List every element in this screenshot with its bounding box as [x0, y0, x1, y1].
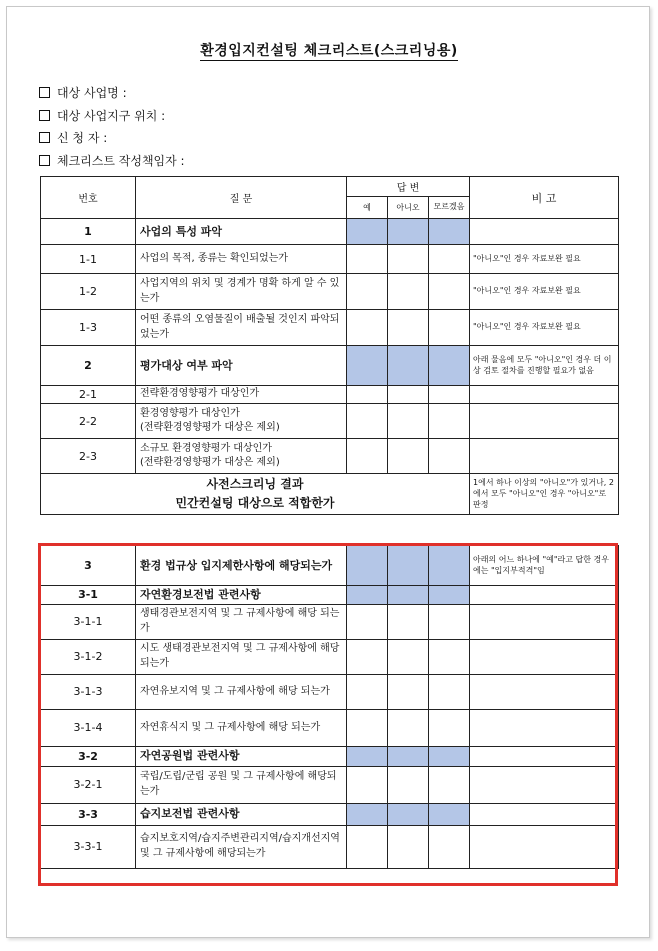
- row-question: 환경 법규상 입지제한사항에 해당되는가: [136, 546, 347, 586]
- answer-cell-yes[interactable]: [347, 709, 388, 746]
- row-number: 3-1-4: [41, 709, 136, 746]
- answer-cell-yes: [347, 586, 388, 605]
- table-row: [41, 546, 619, 586]
- checkbox[interactable]: [39, 155, 50, 166]
- table-row: [41, 639, 619, 674]
- answer-cell-unknown[interactable]: [429, 310, 470, 346]
- answer-cell-unknown[interactable]: [429, 604, 470, 639]
- header-no-answer: 아니오: [388, 197, 429, 219]
- row-remark: [470, 219, 619, 245]
- row-remark: "아니오"인 경우 자료보완 필요: [470, 274, 619, 310]
- row-number: 3-3-1: [41, 825, 136, 868]
- row-number: 2-1: [41, 386, 136, 404]
- answer-cell-unknown: [429, 546, 470, 586]
- checkbox[interactable]: [39, 132, 50, 143]
- row-question: 사업의 목적, 종류는 확인되었는가: [136, 245, 347, 274]
- row-number: 1-2: [41, 274, 136, 310]
- row-question: 환경영향평가 대상인가 (전략환경영향평가 대상은 제외): [136, 404, 347, 439]
- table-row: [41, 674, 619, 709]
- row-remark: [470, 803, 619, 825]
- answer-cell-no[interactable]: [388, 766, 429, 803]
- answer-cell-no[interactable]: [388, 439, 429, 474]
- answer-cell-yes[interactable]: [347, 386, 388, 404]
- answer-cell-yes: [347, 219, 388, 245]
- row-number: 3-1-1: [41, 604, 136, 639]
- table-row: [41, 346, 619, 386]
- row-number: 1-3: [41, 310, 136, 346]
- row-number: 3-3: [41, 803, 136, 825]
- row-number: 3: [41, 546, 136, 586]
- row-number: 1-1: [41, 245, 136, 274]
- row-question: 습지보전법 관련사항: [136, 803, 347, 825]
- row-question: 자연공원법 관련사항: [136, 746, 347, 766]
- row-question: 평가대상 여부 파악: [136, 346, 347, 386]
- row-number: 3-2-1: [41, 766, 136, 803]
- row-remark: [470, 639, 619, 674]
- row-remark: [470, 825, 619, 868]
- table-row: [41, 586, 619, 605]
- answer-cell-no: [388, 803, 429, 825]
- table-row: [41, 766, 619, 803]
- answer-cell-no[interactable]: [388, 404, 429, 439]
- answer-cell-yes: [347, 803, 388, 825]
- table-row: [41, 439, 619, 474]
- answer-cell-unknown: [429, 346, 470, 386]
- row-number: 2-3: [41, 439, 136, 474]
- info-applicant: 신 청 자 :: [39, 129, 107, 146]
- answer-cell-unknown[interactable]: [429, 274, 470, 310]
- answer-cell-no[interactable]: [388, 310, 429, 346]
- header-yes: 예: [347, 197, 388, 219]
- table-row: [41, 310, 619, 346]
- row-remark: [470, 439, 619, 474]
- checkbox[interactable]: [39, 110, 50, 121]
- answer-cell-unknown: [429, 746, 470, 766]
- answer-cell-yes[interactable]: [347, 274, 388, 310]
- answer-cell-yes[interactable]: [347, 639, 388, 674]
- row-question: 전략환경영향평가 대상인가: [136, 386, 347, 404]
- answer-cell-yes[interactable]: [347, 604, 388, 639]
- answer-cell-no: [388, 546, 429, 586]
- row-question: 습지보호지역/습지주변관리지역/습지개선지역 및 그 규제사항에 해당되는가: [136, 825, 347, 868]
- answer-cell-no[interactable]: [388, 604, 429, 639]
- answer-cell-yes[interactable]: [347, 404, 388, 439]
- info-author: 체크리스트 작성책임자 :: [39, 152, 185, 169]
- answer-cell-yes[interactable]: [347, 310, 388, 346]
- answer-cell-yes[interactable]: [347, 245, 388, 274]
- row-number: 2-2: [41, 404, 136, 439]
- table-row: [41, 219, 619, 245]
- checkbox[interactable]: [39, 87, 50, 98]
- table-row: [41, 404, 619, 439]
- answer-cell-no[interactable]: [388, 274, 429, 310]
- table-row: [41, 709, 619, 746]
- answer-cell-no: [388, 746, 429, 766]
- row-number: 1: [41, 219, 136, 245]
- row-remark: [470, 674, 619, 709]
- title-text: 환경입지컨설팅 체크리스트(스크리닝용): [200, 43, 458, 59]
- answer-cell-yes[interactable]: [347, 766, 388, 803]
- checklist-table-1: [40, 176, 619, 515]
- row-remark: [470, 386, 619, 404]
- answer-cell-unknown[interactable]: [429, 245, 470, 274]
- answer-cell-unknown[interactable]: [429, 386, 470, 404]
- summary-question: 사전스크리닝 결과 민간컨설팅 대상으로 적합한가: [41, 474, 470, 515]
- answer-cell-unknown[interactable]: [429, 709, 470, 746]
- answer-cell-no[interactable]: [388, 386, 429, 404]
- answer-cell-no[interactable]: [388, 245, 429, 274]
- answer-cell-unknown[interactable]: [429, 639, 470, 674]
- row-question: 어떤 종류의 오염물질이 배출될 것인지 파악되었는가: [136, 310, 347, 346]
- row-remark: [470, 404, 619, 439]
- table-row: [41, 386, 619, 404]
- row-question: 사업의 특성 파악: [136, 219, 347, 245]
- row-question: 국립/도립/군립 공원 및 그 규제사항에 해당되는가: [136, 766, 347, 803]
- answer-cell-no: [388, 586, 429, 605]
- row-remark: [470, 586, 619, 605]
- row-question: 자연환경보전법 관련사항: [136, 586, 347, 605]
- table-row: [41, 274, 619, 310]
- answer-cell-yes: [347, 746, 388, 766]
- table-row: [41, 803, 619, 825]
- answer-cell-yes: [347, 546, 388, 586]
- answer-cell-no[interactable]: [388, 639, 429, 674]
- header-no: 번호: [41, 177, 136, 219]
- row-number: 3-1: [41, 586, 136, 605]
- answer-cell-unknown: [429, 803, 470, 825]
- row-number: 3-2: [41, 746, 136, 766]
- page-title: [0, 40, 658, 60]
- answer-cell-no[interactable]: [388, 709, 429, 746]
- table-row: [41, 746, 619, 766]
- info-project-name: 대상 사업명 :: [39, 84, 127, 101]
- row-remark: 아래의 어느 하나에 "예"라고 답한 경우에는 "입지부적격"임: [470, 546, 619, 586]
- row-question: 자연유보지역 및 그 규제사항에 해당 되는가: [136, 674, 347, 709]
- row-remark: 아래 물음에 모두 "아니오"인 경우 더 이상 검토 절차를 진행할 필요가 없음: [470, 346, 619, 386]
- answer-cell-unknown: [429, 219, 470, 245]
- row-question: 사업지역의 위치 및 경계가 명확 하게 알 수 있는가: [136, 274, 347, 310]
- answer-cell-yes: [347, 346, 388, 386]
- row-number: 3-1-2: [41, 639, 136, 674]
- row-remark: [470, 709, 619, 746]
- answer-cell-unknown[interactable]: [429, 825, 470, 868]
- checklist-table-2: [40, 545, 619, 869]
- row-question: 소규모 환경영향평가 대상인가 (전략환경영향평가 대상은 제외): [136, 439, 347, 474]
- table-row: [41, 245, 619, 274]
- row-remark: [470, 604, 619, 639]
- summary-remark: 1에서 하나 이상의 "아니오"가 있거나, 2에서 모두 "아니오"인 경우 "아니오"로 판정: [470, 474, 619, 515]
- header-answer: 답 변: [347, 177, 470, 197]
- row-number: 3-1-3: [41, 674, 136, 709]
- answer-cell-no[interactable]: [388, 674, 429, 709]
- answer-cell-unknown[interactable]: [429, 674, 470, 709]
- row-remark: [470, 746, 619, 766]
- row-remark: [470, 766, 619, 803]
- header-question: 질 문: [136, 177, 347, 219]
- row-question: 자연휴식지 및 그 규제사항에 해당 되는가: [136, 709, 347, 746]
- answer-cell-unknown[interactable]: [429, 404, 470, 439]
- row-question: 생태경관보전지역 및 그 규제사항에 해당 되는가: [136, 604, 347, 639]
- row-remark: "아니오"인 경우 자료보완 필요: [470, 310, 619, 346]
- answer-cell-yes[interactable]: [347, 439, 388, 474]
- answer-cell-unknown: [429, 586, 470, 605]
- answer-cell-yes[interactable]: [347, 825, 388, 868]
- row-remark: "아니오"인 경우 자료보완 필요: [470, 245, 619, 274]
- header-unknown: 모르겠음: [429, 197, 470, 219]
- answer-cell-unknown[interactable]: [429, 766, 470, 803]
- answer-cell-unknown[interactable]: [429, 439, 470, 474]
- answer-cell-yes[interactable]: [347, 674, 388, 709]
- row-question: 시도 생태경관보전지역 및 그 규제사항에 해당 되는가: [136, 639, 347, 674]
- answer-cell-no[interactable]: [388, 825, 429, 868]
- answer-cell-no: [388, 219, 429, 245]
- info-project-location: 대상 사업지구 위치 :: [39, 107, 165, 124]
- header-remark: 비 고: [470, 177, 619, 219]
- table-row: [41, 825, 619, 868]
- table-row: [41, 604, 619, 639]
- row-number: 2: [41, 346, 136, 386]
- answer-cell-no: [388, 346, 429, 386]
- summary-row: [41, 474, 619, 515]
